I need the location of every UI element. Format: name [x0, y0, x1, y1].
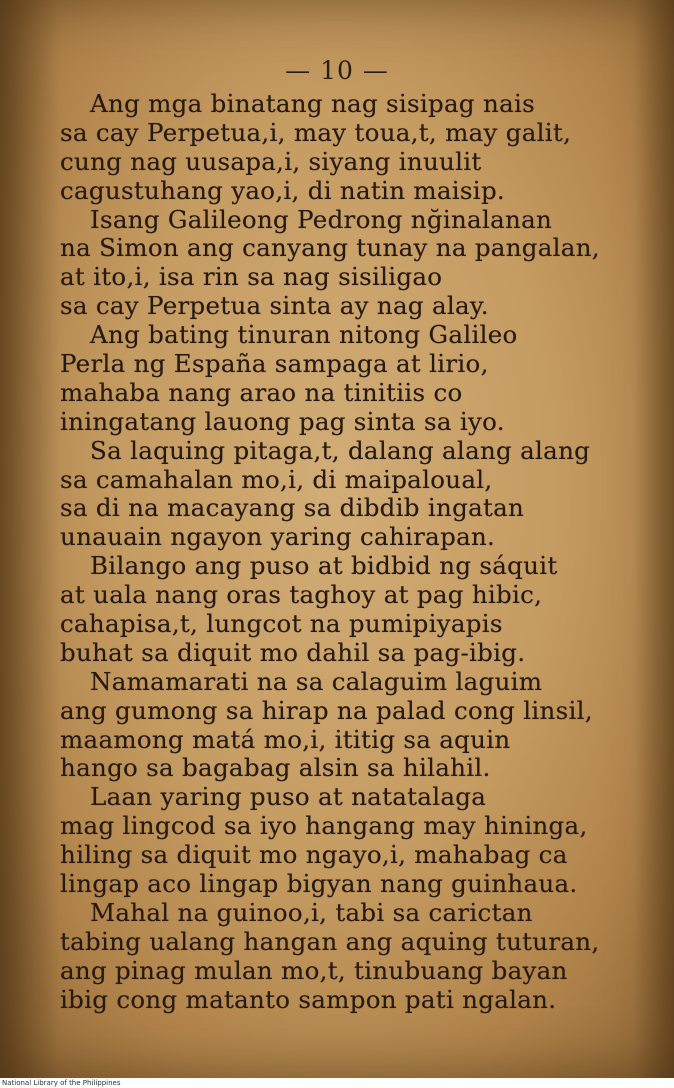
verse-line: Ang mga binatang nag sisipag nais	[90, 89, 535, 118]
verse-line: sa camahalan mo,i, di maipaloual,	[60, 464, 493, 494]
verse-line: ang gumong sa hirap na palad cong linsil,	[60, 695, 593, 725]
verse-line: iningatang lauong pag sinta sa iyo.	[60, 406, 505, 436]
verse-line: Laan yaring puso at natatalaga	[90, 782, 487, 812]
page-number: — 10 —	[285, 56, 389, 85]
verse-line: Namamarati na sa calaguim laguim	[90, 666, 543, 696]
verse-line: unauain ngayon yaring cahirapan.	[60, 522, 496, 552]
verse-line: hango sa bagabag alsin sa hilahil.	[60, 753, 491, 783]
verse-line: Perla ng España sampaga at lirio,	[60, 349, 489, 379]
verse-line: Mahal na guinoo,i, tabi sa carictan	[90, 897, 533, 927]
verse-line: Sa laquing pitaga,t, dalang alang alang	[90, 435, 591, 465]
verse-line: mahaba nang arao na tinitiis co	[60, 377, 463, 407]
verse-line: tabing ualang hangan ang aquing tuturan,	[60, 926, 600, 956]
verse-8	[60, 899, 630, 1015]
verse-line: sa cay Perpetua sinta ay nag alay.	[60, 291, 489, 321]
verse-line: na Simon ang canyang tunay na pangalan,	[60, 233, 600, 263]
verse-line: cagustuhang yao,i, di natin maisip.	[60, 175, 506, 205]
verse-1	[60, 90, 630, 206]
poem-text	[60, 90, 630, 1015]
verse-line: ang pinag mulan mo,t, tinubuang bayan	[60, 955, 568, 985]
verse-line: Bilango ang puso at bidbid ng sáquit	[90, 551, 558, 581]
verse-line: at uala nang oras taghoy at pag hibic,	[60, 580, 543, 610]
verse-5	[60, 552, 630, 668]
verse-line: lingap aco lingap bigyan nang guinhaua.	[60, 869, 578, 899]
verse-line: Isang Galileong Pedrong nğinalanan	[90, 204, 553, 234]
verse-line: sa di na macayang sa dibdib ingatan	[60, 493, 525, 523]
verse-6	[60, 668, 630, 784]
verse-line: ibig cong matanto sampon pati ngalan.	[60, 984, 557, 1014]
verse-line: Ang bating tinuran nitong Galileo	[90, 320, 518, 350]
library-credit: National Library of the Philippines	[0, 1078, 674, 1088]
verse-4	[60, 437, 630, 553]
verse-line: at ito,i, isa rin sa nag sisiligao	[60, 262, 443, 292]
verse-line: buhat sa diquit mo dahil sa pag-ibig.	[60, 637, 526, 667]
verse-line: maamong matá mo,i, ititig sa aquin	[60, 724, 511, 754]
verse-3	[60, 321, 630, 437]
verse-line: cahapisa,t, lungcot na pumipiyapis	[60, 609, 503, 639]
verse-line: hiling sa diquit mo ngayo,i, mahabag ca	[60, 840, 568, 870]
verse-line: cung nag uusapa,i, siyang inuulit	[60, 146, 482, 176]
verse-7	[60, 783, 630, 899]
verse-2	[60, 206, 630, 322]
verse-line: mag lingcod sa iyo hangang may hininga,	[60, 811, 588, 841]
verse-line: sa cay Perpetua,i, may toua,t, may galit,	[60, 117, 572, 147]
